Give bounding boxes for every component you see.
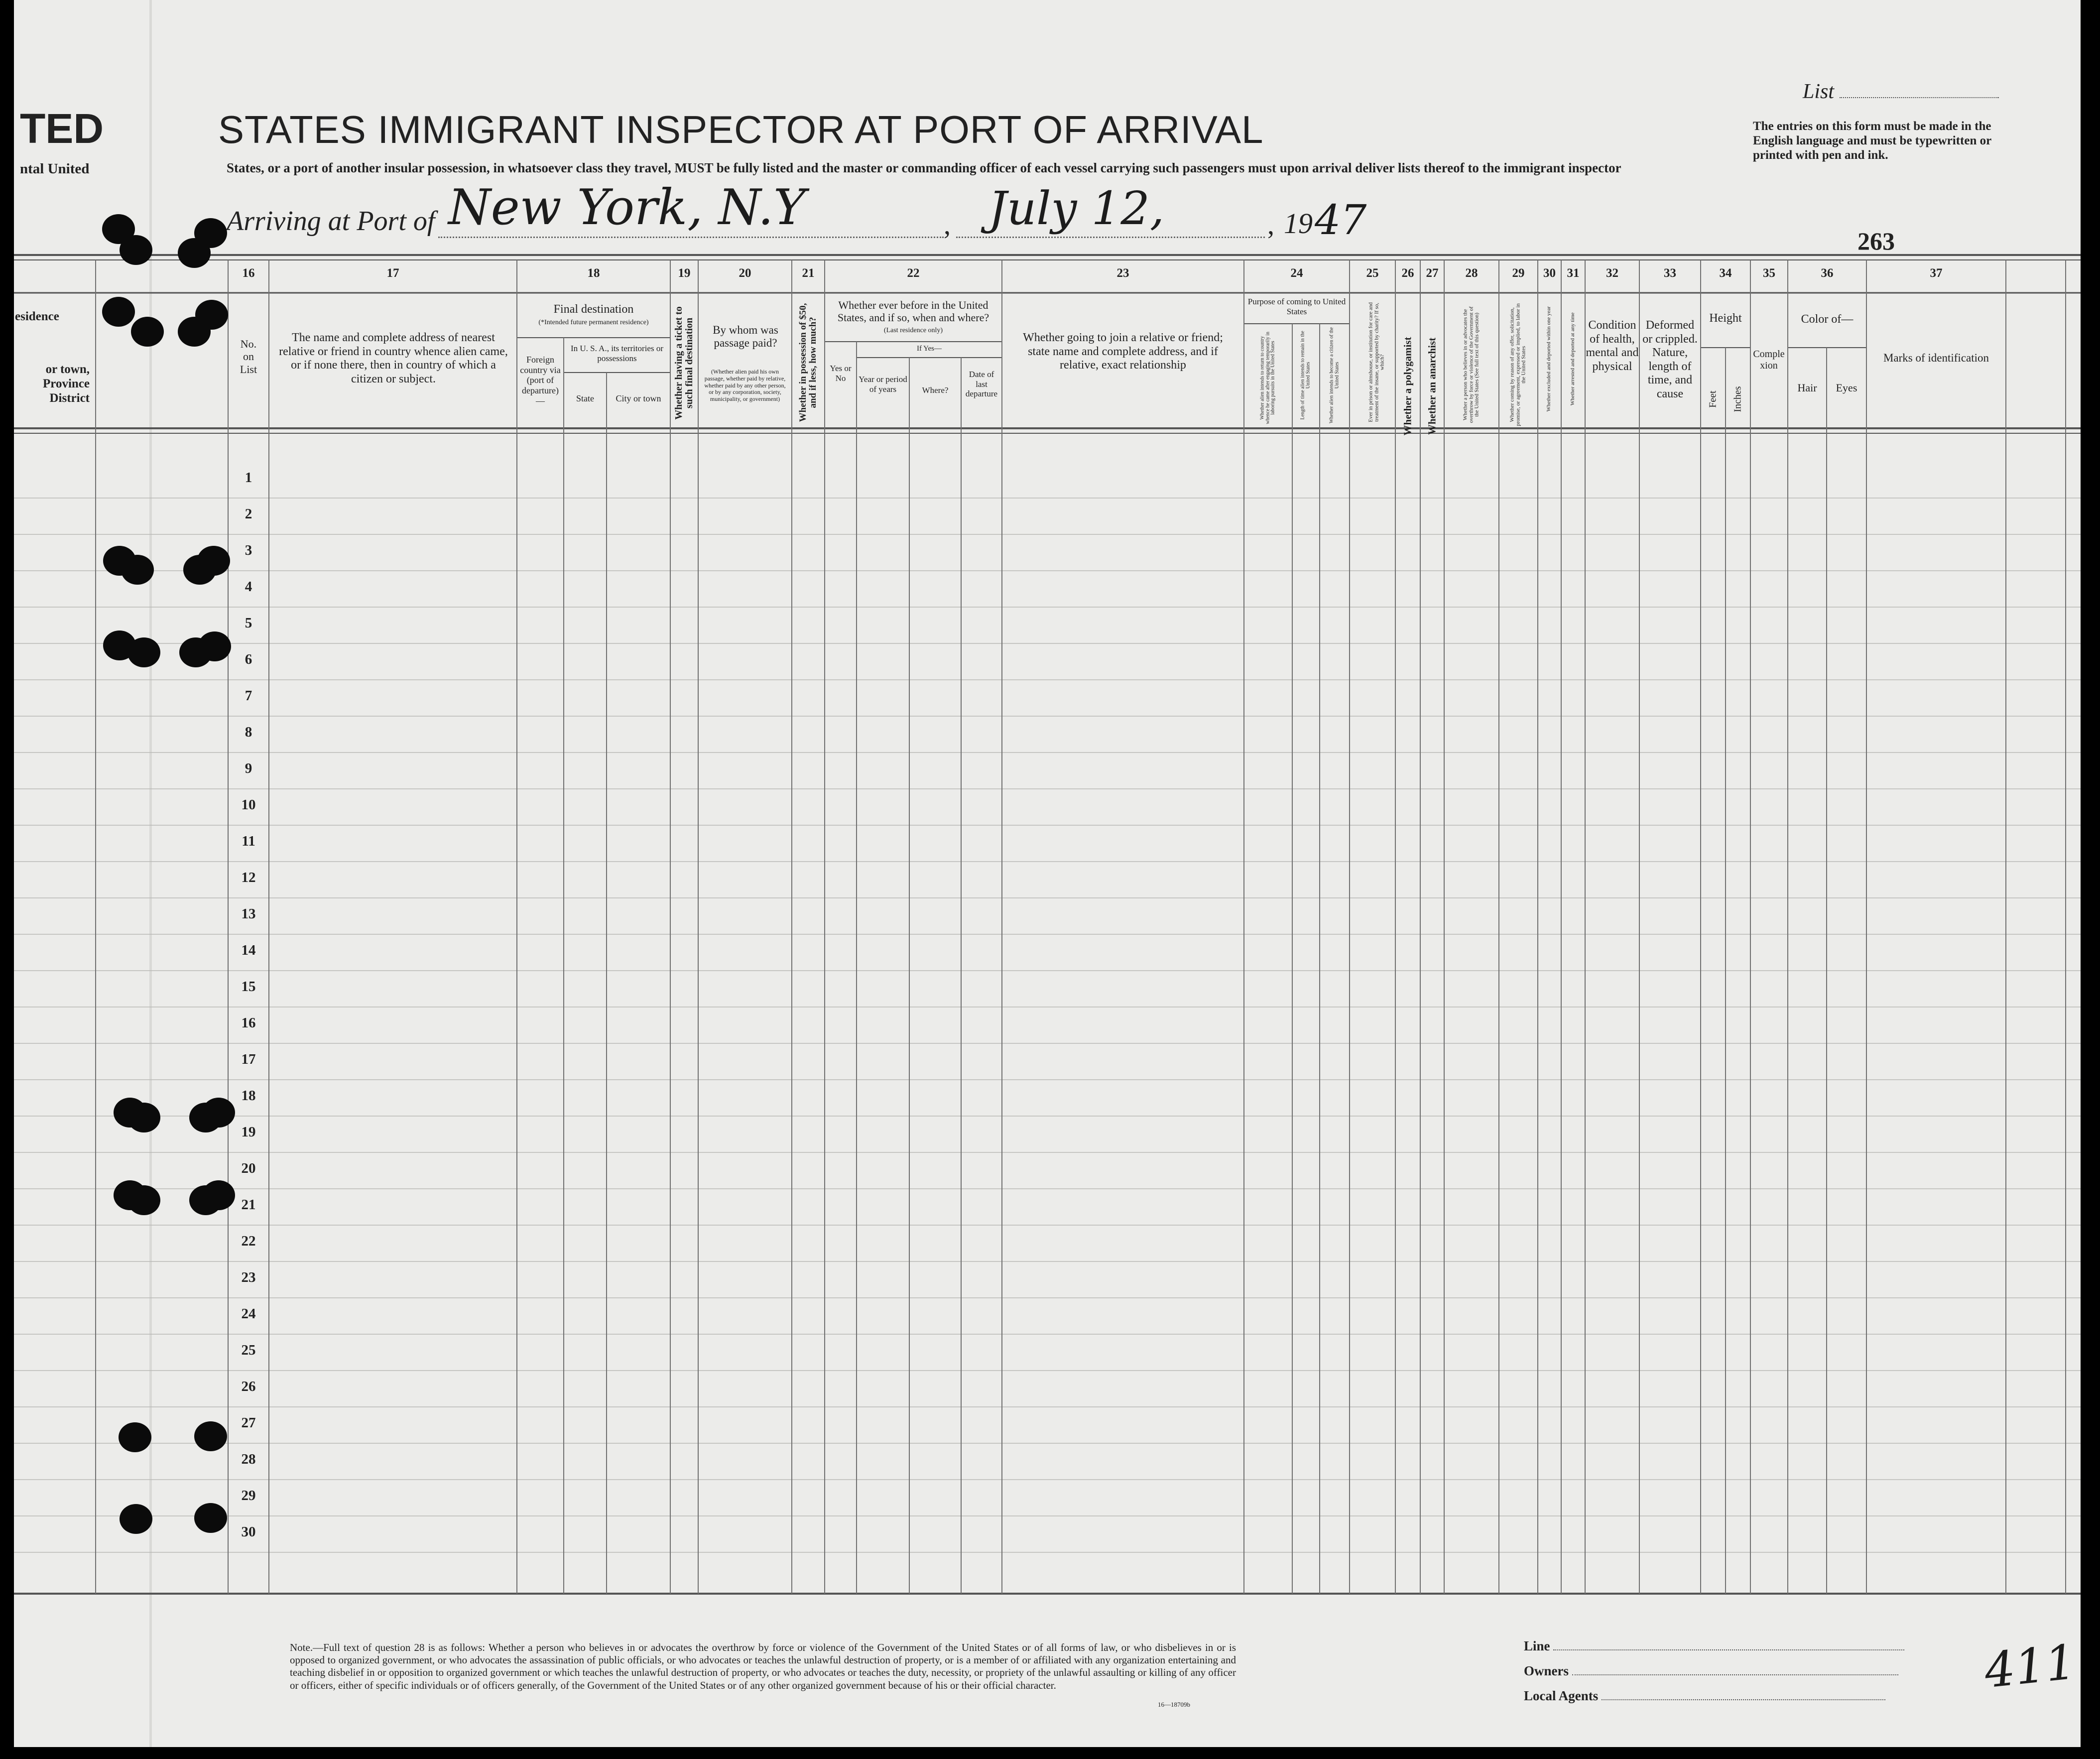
column-number-21: 21: [802, 266, 815, 280]
header-purpose-citizen: Whether alien intends to become a citizen of the United States: [1329, 327, 1340, 424]
header-city: City or town: [616, 393, 661, 403]
column-number-26: 26: [1401, 266, 1414, 280]
header-ever-before-us: Whether ever before in the United States, and if so, when and where?: [837, 299, 989, 324]
header-relative-address: The name and complete address of nearest relative or friend in country whence alien came, or if none there, then in country of which a citizen or subject.: [279, 331, 508, 385]
column-number-30: 30: [1543, 266, 1556, 280]
punch-hole: [121, 555, 154, 585]
row-number-6: 6: [245, 651, 252, 667]
local-agents-label: Local Agents: [1524, 1688, 1599, 1703]
local-agents-field[interactable]: [1524, 1688, 1885, 1704]
punch-hole: [102, 297, 135, 327]
column-number-36: 36: [1821, 266, 1834, 280]
header-years: Year or period of years: [859, 375, 907, 394]
row-number-3: 3: [245, 542, 252, 558]
header-inches: Inches: [1732, 386, 1743, 412]
header-color-of: Color of—: [1801, 313, 1853, 326]
header-polygamist: Whether a polygamist: [1401, 337, 1414, 436]
row-number-22: 22: [241, 1233, 256, 1249]
margin-handwritten-number: 411: [1981, 1633, 2079, 1699]
column-number-35: 35: [1763, 266, 1775, 280]
punch-hole: [202, 1180, 235, 1210]
header-purpose-return: Whether alien intends to return to country whence he came after engaging temporarily in laboring pursuits in the United States: [1259, 332, 1276, 424]
column-number-18: 18: [587, 266, 600, 280]
punch-hole: [127, 1185, 160, 1215]
port-value[interactable]: New York, N.Y: [448, 179, 806, 236]
punch-hole: [194, 1503, 227, 1533]
header-eyes: Eyes: [1836, 381, 1857, 394]
line-label: Line: [1524, 1638, 1550, 1653]
header-excluded: Whether excluded and deported within one year: [1546, 306, 1552, 412]
header-passage-paid: By whom was passage paid?: [713, 324, 778, 350]
footer-note: Note.—Full text of question 28 is as follows: Whether a person who believes in or advocates the overthrow by force or violence of the Government of the United States or of all forms of law, or who disbelieves in or is opposed to organized government, or who advocates the assassination of public officials, or who advocates or teaches the unlawful destruction of property, or is a member of or affiliated with any organization entertaining and teaching disbelief in or opposition to organized government or which teaches the unlawful destruction of property, or who advocates or teaches the duty, necessity, or propriety of the unlawful assaulting or killing of any officer or officers, either of specific individuals or of officers generally, of the Government of the United States or of any other organized government because of his or their official character.: [290, 1641, 1236, 1691]
punch-hole: [195, 300, 228, 330]
header-anarchist: Whether an anarchist: [1426, 337, 1438, 435]
row-number-17: 17: [241, 1051, 256, 1067]
row-number-1: 1: [245, 470, 252, 486]
row-number-25: 25: [241, 1342, 256, 1358]
column-number-20: 20: [739, 266, 751, 280]
punch-hole: [127, 1103, 160, 1132]
row-number-9: 9: [245, 760, 252, 776]
row-number-13: 13: [241, 906, 256, 922]
row-number-20: 20: [241, 1160, 256, 1176]
header-if-yes: If Yes—: [916, 345, 942, 353]
header-overthrow: Whether a person who believes in or advocates the overthrow by force or violence of the Government of the United States (See full text of this question): [1462, 306, 1480, 423]
header-where: Where?: [922, 385, 949, 395]
header-ticket: Whether having a ticket to such final destination: [673, 306, 695, 420]
row-number-30: 30: [241, 1524, 256, 1540]
row-number-15: 15: [241, 979, 256, 995]
sheet-number: 263: [1857, 227, 1895, 255]
header-deformed: Deformed or crippled. Nature, length of time, and cause: [1642, 319, 1698, 400]
row-number-26: 26: [241, 1379, 256, 1394]
header-identification-marks: Marks of identification: [1883, 352, 1989, 364]
comma-1: ,: [944, 210, 951, 241]
date-value[interactable]: July 12,: [988, 182, 1165, 235]
column-number-37: 37: [1930, 266, 1943, 280]
header-passage-paid-note: (Whether alien paid his own passage, whether paid by relative, whether paid by any other person, or by any corporation, society, municipality, or government): [704, 368, 786, 403]
arriving-label: Arriving at Port of: [227, 206, 435, 237]
row-number-21: 21: [241, 1197, 256, 1213]
punch-hole: [198, 631, 231, 661]
header-in-usa: In U. S. A., its territories or possessions: [570, 344, 664, 363]
header-labor-offer: Whether coming by reason of any offer, solicitation, promise, or agreement, expressed or implied, to labor in the United States: [1509, 303, 1527, 426]
row-number-19: 19: [241, 1124, 256, 1140]
row-number-18: 18: [241, 1088, 256, 1104]
header-list-number: No. on List: [240, 338, 257, 376]
column-number-31: 31: [1567, 266, 1580, 280]
header-health: Condition of health, mental and physical: [1586, 319, 1639, 373]
header-final-destination-note: (*Intended future permanent residence): [538, 319, 649, 326]
header-purpose-length: Length of time alien intends to remain in the United States: [1300, 331, 1311, 420]
header-money-50: Whether in possession of $50, and if less, how much?: [798, 303, 818, 422]
owners-field[interactable]: [1524, 1663, 1898, 1679]
row-number-14: 14: [241, 942, 256, 958]
left-residence-fragment: esidence: [15, 310, 59, 323]
punch-hole: [194, 218, 227, 248]
header-final-destination: Final destination: [553, 303, 634, 316]
header-join-relative: Whether going to join a relative or friend; state name and complete address, and if relative, exact relationship: [1023, 331, 1223, 372]
column-number-23: 23: [1116, 266, 1129, 280]
column-number-33: 33: [1664, 266, 1676, 280]
form-code: 16—18709b: [1158, 1701, 1190, 1708]
column-number-16: 16: [242, 266, 255, 280]
row-number-11: 11: [242, 833, 255, 849]
row-number-24: 24: [241, 1306, 256, 1322]
header-last-residence-note: (Last residence only): [883, 327, 943, 334]
column-number-17: 17: [386, 266, 399, 280]
punch-hole: [127, 637, 160, 667]
left-subtitle-fragment: ntal United: [20, 161, 90, 177]
column-number-27: 27: [1426, 266, 1439, 280]
column-number-34: 34: [1719, 266, 1732, 280]
left-town-fragment: or town, Province District: [43, 363, 90, 405]
left-title-fragment: TED: [20, 105, 104, 152]
column-number-25: 25: [1366, 266, 1379, 280]
instructions-note: The entries on this form must be made in the English language and must be typewritten or printed with pen and ink.: [1753, 120, 1991, 162]
header-height: Height: [1709, 312, 1742, 325]
header-foreign-country: Foreign country via (port of departure)—: [520, 355, 561, 406]
punch-hole: [119, 1422, 151, 1452]
page-subtitle: States, or a port of another insular possession, in whatsoever class they travel, MUST be fully listed and the master or commanding officer of each vessel carrying such passengers must upon arrival deliver lists thereof to the immigrant inspector: [227, 160, 1621, 175]
header-purpose: Purpose of coming to United States: [1247, 297, 1346, 316]
row-number-16: 16: [241, 1015, 256, 1031]
row-number-12: 12: [241, 870, 256, 885]
header-state: State: [576, 393, 594, 403]
punch-hole: [202, 1098, 235, 1128]
header-prison: Ever in prison or almshouse, or institution for care and treatment of the insane, or supported by charity? If so, which?: [1367, 302, 1385, 422]
header-arrested: Whether arrested and deported at any time: [1570, 312, 1576, 406]
year-value[interactable]: 47: [1315, 197, 1367, 244]
row-number-10: 10: [241, 797, 256, 813]
page-title: STATES IMMIGRANT INSPECTOR AT PORT OF ARRIVAL: [218, 108, 1264, 151]
row-number-5: 5: [245, 615, 252, 631]
column-number-28: 28: [1465, 266, 1478, 280]
header-hair: Hair: [1797, 381, 1817, 394]
column-number-24: 24: [1290, 266, 1303, 280]
punch-hole: [120, 1504, 152, 1534]
header-complexion: Complexion: [1753, 349, 1785, 371]
column-number-29: 29: [1512, 266, 1525, 280]
row-number-29: 29: [241, 1488, 256, 1504]
row-number-7: 7: [245, 688, 252, 704]
row-number-28: 28: [241, 1451, 256, 1467]
header-date-last-departure: Date of last departure: [965, 370, 998, 399]
year-prefix: 19: [1284, 207, 1313, 240]
row-number-27: 27: [241, 1415, 256, 1431]
column-number-22: 22: [907, 266, 920, 280]
row-number-2: 2: [245, 506, 252, 522]
comma-2: ,: [1267, 210, 1274, 241]
column-number-32: 32: [1606, 266, 1618, 280]
punch-hole: [194, 1421, 227, 1451]
owners-label: Owners: [1524, 1663, 1569, 1678]
line-field[interactable]: [1524, 1638, 1904, 1654]
punch-hole: [120, 235, 152, 265]
punch-hole: [131, 317, 164, 347]
row-number-4: 4: [245, 579, 252, 595]
list-label: List: [1803, 80, 1835, 103]
header-yes-no: Yes or No: [830, 364, 852, 383]
header-feet: Feet: [1707, 390, 1719, 408]
punch-hole: [197, 546, 230, 576]
row-number-8: 8: [245, 724, 252, 740]
row-number-23: 23: [241, 1269, 256, 1285]
column-number-19: 19: [678, 266, 691, 280]
